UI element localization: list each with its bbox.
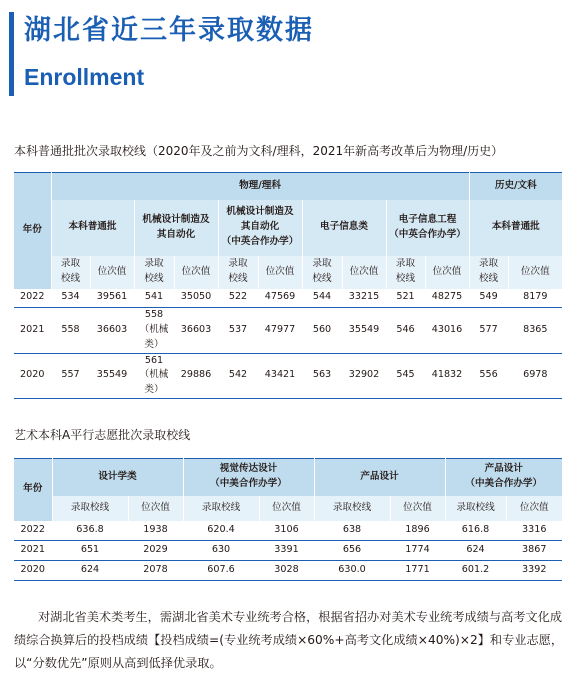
sub-header-rank: 位次值 [508, 256, 562, 289]
table-art-scores [14, 458, 562, 581]
table-cell: 39561 [90, 289, 134, 308]
sub-header-score: 录取 校线 [302, 256, 342, 289]
table-cell: 3028 [259, 561, 314, 581]
sub-header-rank: 位次值 [128, 496, 183, 521]
sub-header-rank: 位次值 [90, 256, 134, 289]
table-cell: 557 [51, 353, 90, 399]
table-cell: 537 [218, 308, 258, 354]
table-cell: 1774 [390, 541, 445, 561]
table-cell: 556 [469, 353, 508, 399]
table-cell: 630.0 [314, 561, 390, 581]
major-header: 机械设计制造及 其自动化 [134, 200, 218, 256]
major-header: 产品设计 [314, 459, 445, 496]
major-header: 本科普通批 [469, 200, 562, 256]
group-header-history: 历史/文科 [469, 173, 562, 200]
table-cell: 47569 [258, 289, 302, 308]
major-header: 产品设计 （中美合作办学） [445, 459, 562, 496]
table-cell: 561 （机械类） [134, 353, 174, 399]
table-cell: 47977 [258, 308, 302, 354]
table-cell: 2029 [128, 541, 183, 561]
table-cell: 601.2 [445, 561, 506, 581]
table-cell: 43421 [258, 353, 302, 399]
table-cell: 534 [51, 289, 90, 308]
table-cell: 36603 [90, 308, 134, 354]
table-cell: 2078 [128, 561, 183, 581]
table-cell: 563 [302, 353, 342, 399]
table-row [14, 353, 562, 399]
sub-header-score: 录取 校线 [386, 256, 425, 289]
page-subtitle-english: Enrollment [24, 64, 145, 90]
table-cell: 651 [52, 541, 128, 561]
table-row [14, 308, 562, 354]
table1-caption: 本科普通批批次录取校线（2020年及之前为文科/理科，2021年新高考改革后为物理/历史） [14, 144, 504, 158]
sub-header-score: 录取 校线 [134, 256, 174, 289]
table-cell: 616.8 [445, 521, 506, 541]
sub-header-rank: 位次值 [425, 256, 469, 289]
table-cell: 35050 [174, 289, 218, 308]
year-cell: 2022 [14, 289, 51, 308]
sub-header-score: 录取校线 [445, 496, 506, 521]
table-cell: 558 [51, 308, 90, 354]
table-cell: 624 [445, 541, 506, 561]
year-cell: 2020 [14, 353, 51, 399]
table-cell: 8365 [508, 308, 562, 354]
major-header: 机械设计制造及 其自动化 （中英合作办学） [218, 200, 302, 256]
year-cell: 2020 [14, 561, 52, 581]
major-header: 视觉传达设计 （中美合作办学） [183, 459, 314, 496]
table-row [14, 561, 562, 581]
sub-header-rank: 位次值 [506, 496, 562, 521]
sub-header-rank: 位次值 [342, 256, 386, 289]
table-cell: 560 [302, 308, 342, 354]
table-cell: 3316 [506, 521, 562, 541]
table-cell: 8179 [508, 289, 562, 308]
table-cell: 35549 [90, 353, 134, 399]
table-cell: 577 [469, 308, 508, 354]
table-cell: 636.8 [52, 521, 128, 541]
sub-header-rank: 位次值 [258, 256, 302, 289]
table-cell: 549 [469, 289, 508, 308]
table2-caption: 艺术本科A平行志愿批次录取校线 [14, 428, 191, 442]
table-cell: 542 [218, 353, 258, 399]
sub-header-score: 录取校线 [183, 496, 259, 521]
year-header: 年份 [14, 173, 51, 289]
table-cell: 620.4 [183, 521, 259, 541]
table-cell: 1896 [390, 521, 445, 541]
title-accent-bar [9, 12, 14, 96]
table-cell: 1938 [128, 521, 183, 541]
year-cell: 2021 [14, 541, 52, 561]
table-cell: 3106 [259, 521, 314, 541]
table-cell: 3867 [506, 541, 562, 561]
table-cell: 541 [134, 289, 174, 308]
sub-header-rank: 位次值 [390, 496, 445, 521]
table-cell: 3391 [259, 541, 314, 561]
table-cell: 546 [386, 308, 425, 354]
sub-header-score: 录取 校线 [469, 256, 508, 289]
page-title: 湖北省近三年录取数据 [24, 15, 314, 46]
table-cell: 3392 [506, 561, 562, 581]
table-row [14, 289, 562, 308]
major-header: 本科普通批 [51, 200, 134, 256]
sub-header-rank: 位次值 [174, 256, 218, 289]
table-cell: 558 （机械类） [134, 308, 174, 354]
group-header-physics: 物理/理科 [51, 173, 469, 200]
table-cell: 1771 [390, 561, 445, 581]
sub-header-score: 录取校线 [314, 496, 390, 521]
major-header: 电子信息类 [302, 200, 386, 256]
sub-header-score: 录取 校线 [218, 256, 258, 289]
table-cell: 607.6 [183, 561, 259, 581]
table-cell: 624 [52, 561, 128, 581]
table-undergraduate-scores [14, 172, 562, 399]
sub-header-score: 录取校线 [52, 496, 128, 521]
table-cell: 33215 [342, 289, 386, 308]
table-cell: 29886 [174, 353, 218, 399]
admission-rule-paragraph: 对湖北省美术类考生，需湖北省美术专业统考合格，根据省招办对美术专业统考成绩与高考文化成绩综合换算后的投档成绩【投档成绩=(专业统考成绩×60%+高考文化成绩×40%)×2】和专业志愿，以“分数优先”原则从高到低择优录取。 [14, 610, 564, 670]
table-cell: 521 [386, 289, 425, 308]
table-row [14, 521, 562, 541]
table-cell: 638 [314, 521, 390, 541]
table-cell: 35549 [342, 308, 386, 354]
table-cell: 32902 [342, 353, 386, 399]
table-cell: 48275 [425, 289, 469, 308]
table-cell: 6978 [508, 353, 562, 399]
table-cell: 36603 [174, 308, 218, 354]
year-cell: 2021 [14, 308, 51, 354]
year-header: 年份 [14, 459, 52, 521]
major-header: 电子信息工程 （中英合作办学） [386, 200, 469, 256]
year-cell: 2022 [14, 521, 52, 541]
table-cell: 43016 [425, 308, 469, 354]
table-cell: 522 [218, 289, 258, 308]
sub-header-score: 录取 校线 [51, 256, 90, 289]
table-cell: 41832 [425, 353, 469, 399]
table-cell: 656 [314, 541, 390, 561]
table-cell: 544 [302, 289, 342, 308]
sub-header-rank: 位次值 [259, 496, 314, 521]
table-cell: 630 [183, 541, 259, 561]
major-header: 设计学类 [52, 459, 183, 496]
table-row [14, 541, 562, 561]
table-cell: 545 [386, 353, 425, 399]
